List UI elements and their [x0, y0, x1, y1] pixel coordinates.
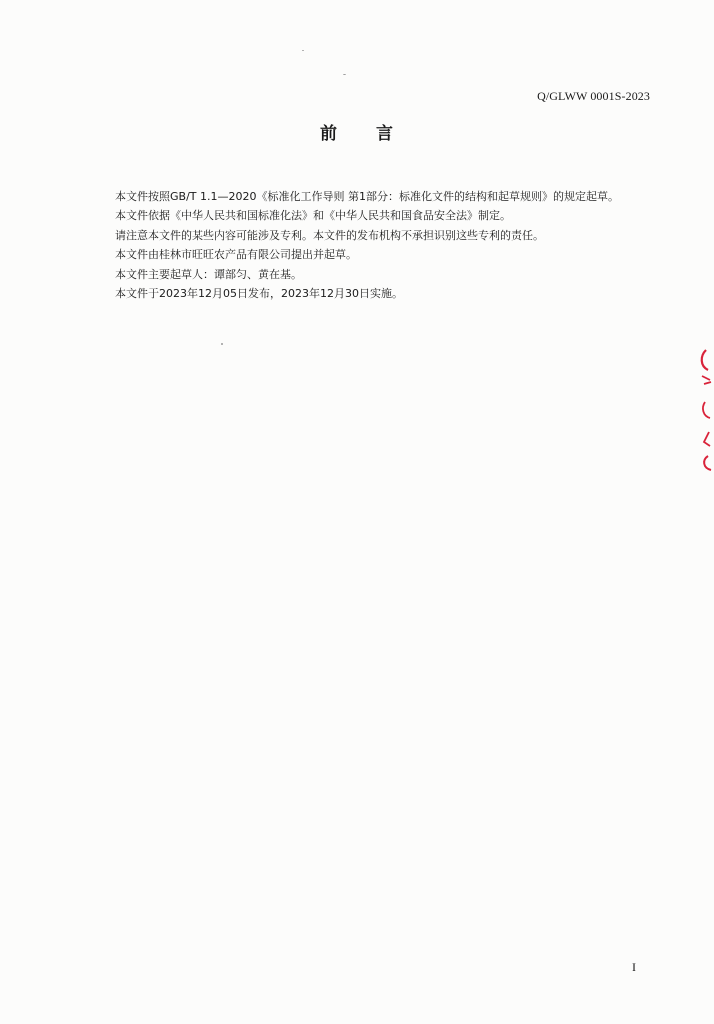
paragraph-standard-basis: 本文件按照GB/T 1.1—2020《标准化工作导则 第1部分：标准化文件的结构和起草规则》的规定起草。 — [115, 190, 619, 203]
title-char-1: 前 — [320, 124, 338, 144]
paragraph-patent-notice: 请注意本文件的某些内容可能涉及专利。本文件的发布机构不承担识别这些专利的责任。 — [115, 228, 544, 242]
paragraph-dates: 本文件于2023年12月05日发布，2023年12月30日实施。 — [115, 287, 403, 301]
page-title — [0, 119, 714, 144]
scan-speck — [221, 343, 223, 345]
title-char-2: 言 — [376, 124, 394, 144]
paragraph-legal-basis: 本文件依据《中华人民共和国标准化法》和《中华人民共和国食品安全法》制定。 — [115, 209, 511, 223]
seal-fragment-icon — [696, 346, 714, 476]
scan-speck — [302, 50, 304, 51]
paragraph-proposer: 本文件由桂林市旺旺农产品有限公司提出并起草。 — [115, 248, 357, 262]
foreword-body — [89, 187, 653, 303]
document-code: Q/GLWW 0001S-2023 — [537, 89, 650, 103]
page-number: I — [632, 960, 636, 974]
paragraph-drafters: 本文件主要起草人：谭部匀、黄在基。 — [115, 267, 302, 281]
scan-speck — [343, 74, 346, 75]
